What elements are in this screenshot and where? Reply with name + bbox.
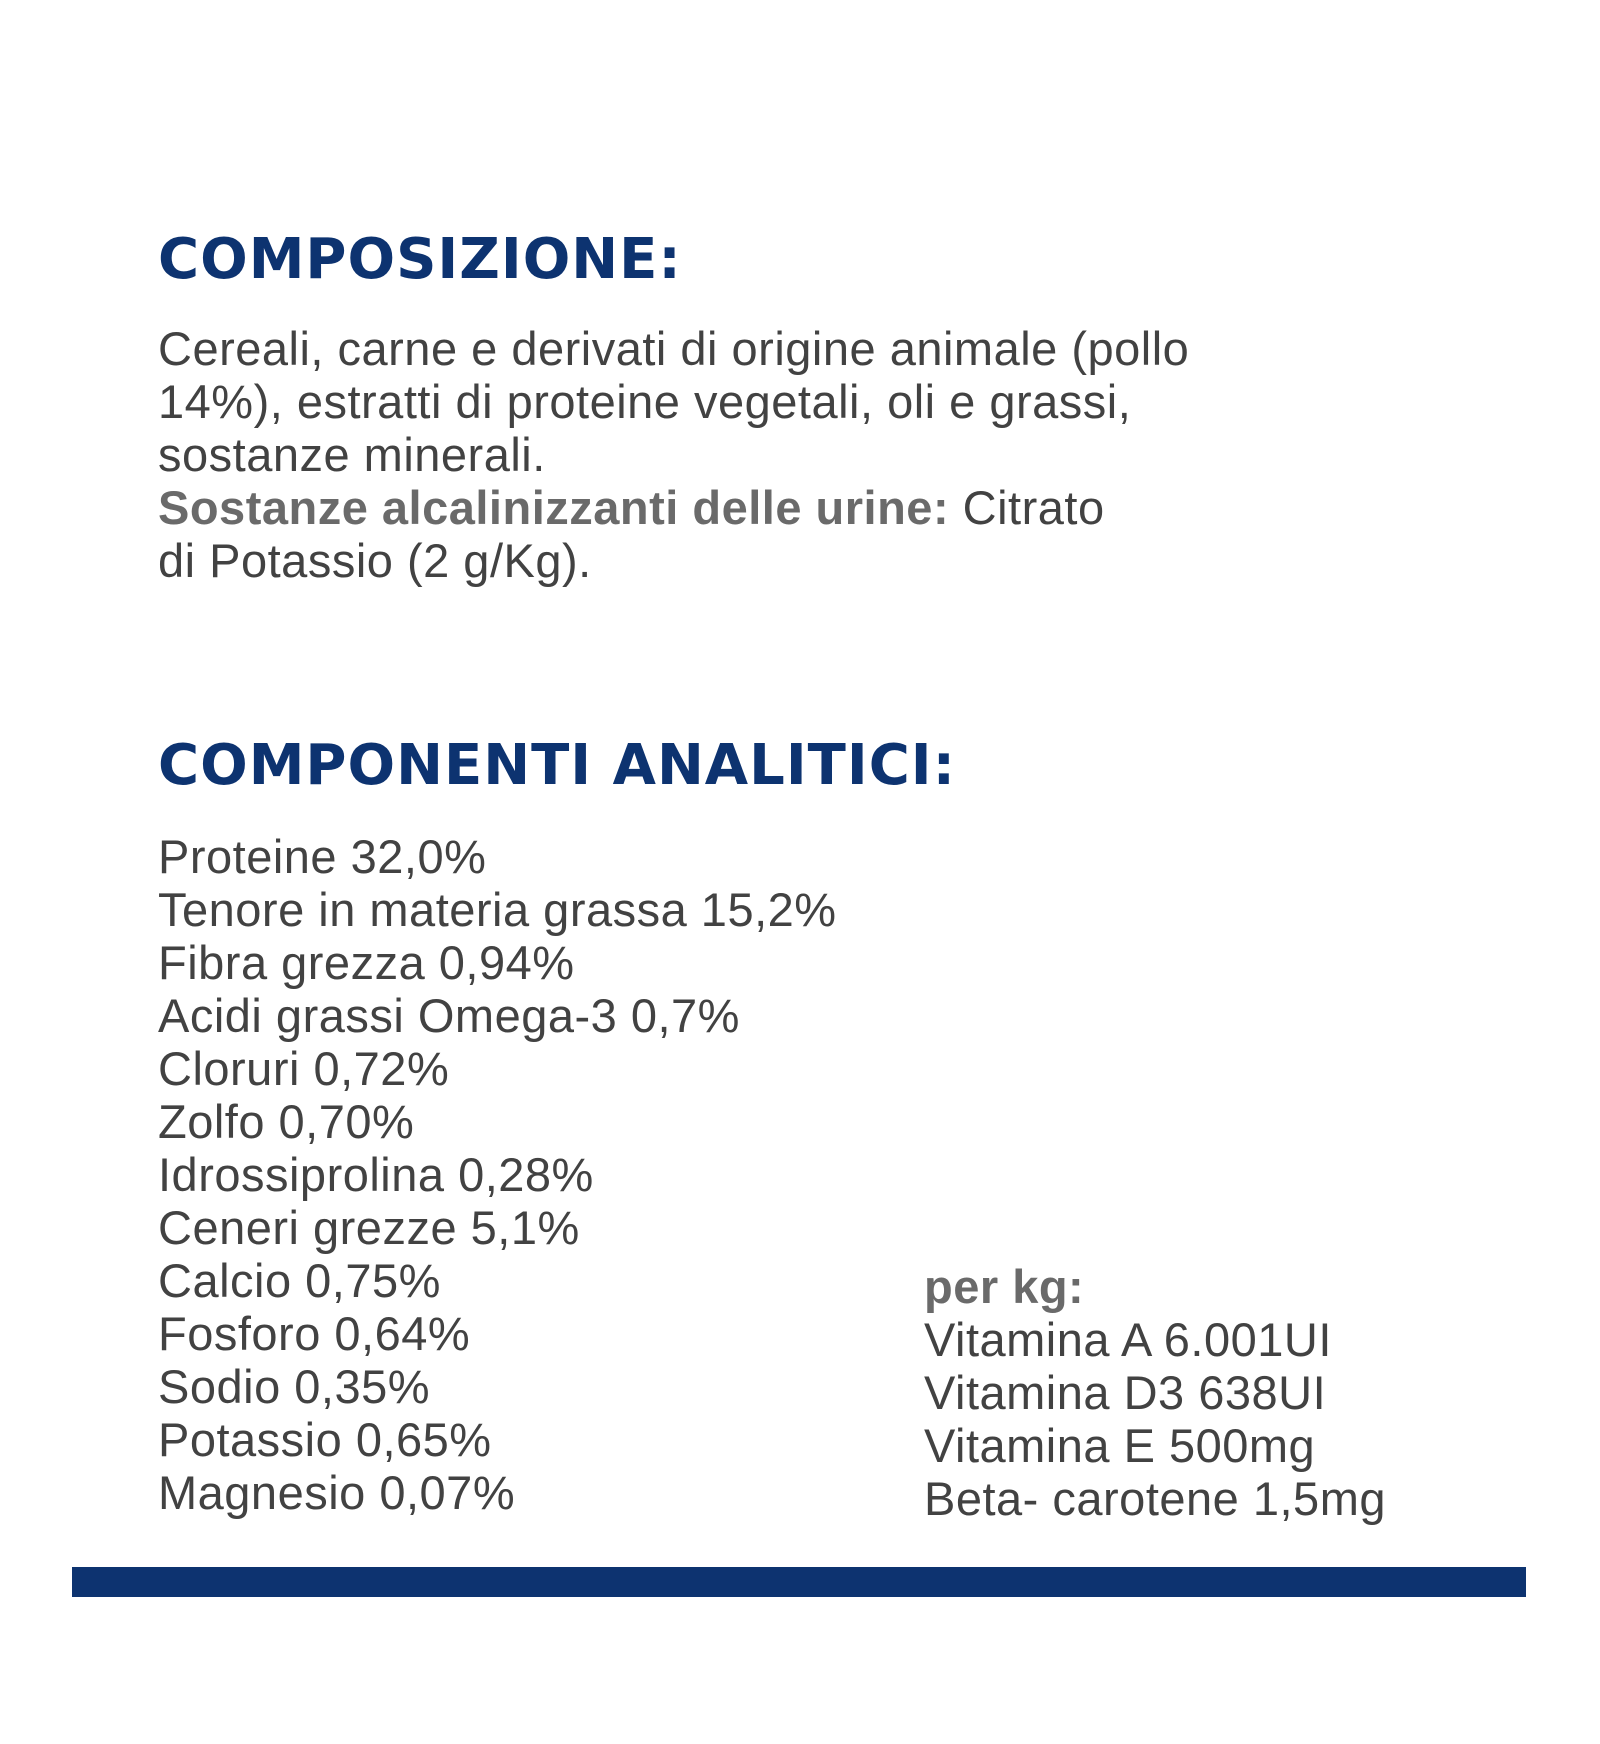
analytical-item: Potassio 0,65%	[158, 1413, 492, 1466]
analytical-item: Cloruri 0,72%	[158, 1042, 450, 1095]
composition-text	[158, 322, 1458, 587]
alkalizing-label: Sostanze alcalinizzanti delle urine:	[158, 481, 950, 534]
vitamin-item: Vitamina D3 638UI	[924, 1366, 1327, 1419]
vitamin-list	[924, 1313, 1386, 1525]
composition-heading: COMPOSIZIONE:	[158, 227, 682, 292]
analytical-item: Calcio 0,75%	[158, 1254, 441, 1307]
vitamin-item: Beta- carotene 1,5mg	[924, 1472, 1386, 1525]
vitamin-block	[924, 1260, 1386, 1525]
vitamin-item: Vitamina E 500mg	[924, 1419, 1316, 1472]
composition-line: sostanze minerali.	[158, 428, 546, 481]
analytical-list	[158, 830, 837, 1519]
analytical-item: Acidi grassi Omega-3 0,7%	[158, 989, 740, 1042]
footer-divider-bar	[72, 1567, 1526, 1597]
analytical-heading: COMPONENTI ANALITICI:	[158, 733, 957, 798]
analytical-item: Sodio 0,35%	[158, 1360, 431, 1413]
analytical-item: Idrossiprolina 0,28%	[158, 1148, 594, 1201]
analytical-item: Proteine 32,0%	[158, 830, 487, 883]
alkalizing-line-continued: di Potassio (2 g/Kg).	[158, 534, 592, 587]
analytical-item: Fosforo 0,64%	[158, 1307, 471, 1360]
composition-line: Cereali, carne e derivati di origine animale (pollo	[158, 322, 1190, 375]
alkalizing-line	[158, 481, 1458, 534]
composition-line: 14%), estratti di proteine vegetali, oli e grassi,	[158, 375, 1132, 428]
analytical-item: Fibra grezza 0,94%	[158, 936, 575, 989]
analytical-item: Magnesio 0,07%	[158, 1466, 516, 1519]
alkalizing-text: Citrato	[949, 481, 1105, 534]
analytical-item: Zolfo 0,70%	[158, 1095, 415, 1148]
analytical-item: Tenore in materia grassa 15,2%	[158, 883, 837, 936]
per-kg-label: per kg:	[924, 1260, 1085, 1313]
vitamin-item: Vitamina A 6.001UI	[924, 1313, 1332, 1366]
analytical-item: Ceneri grezze 5,1%	[158, 1201, 580, 1254]
